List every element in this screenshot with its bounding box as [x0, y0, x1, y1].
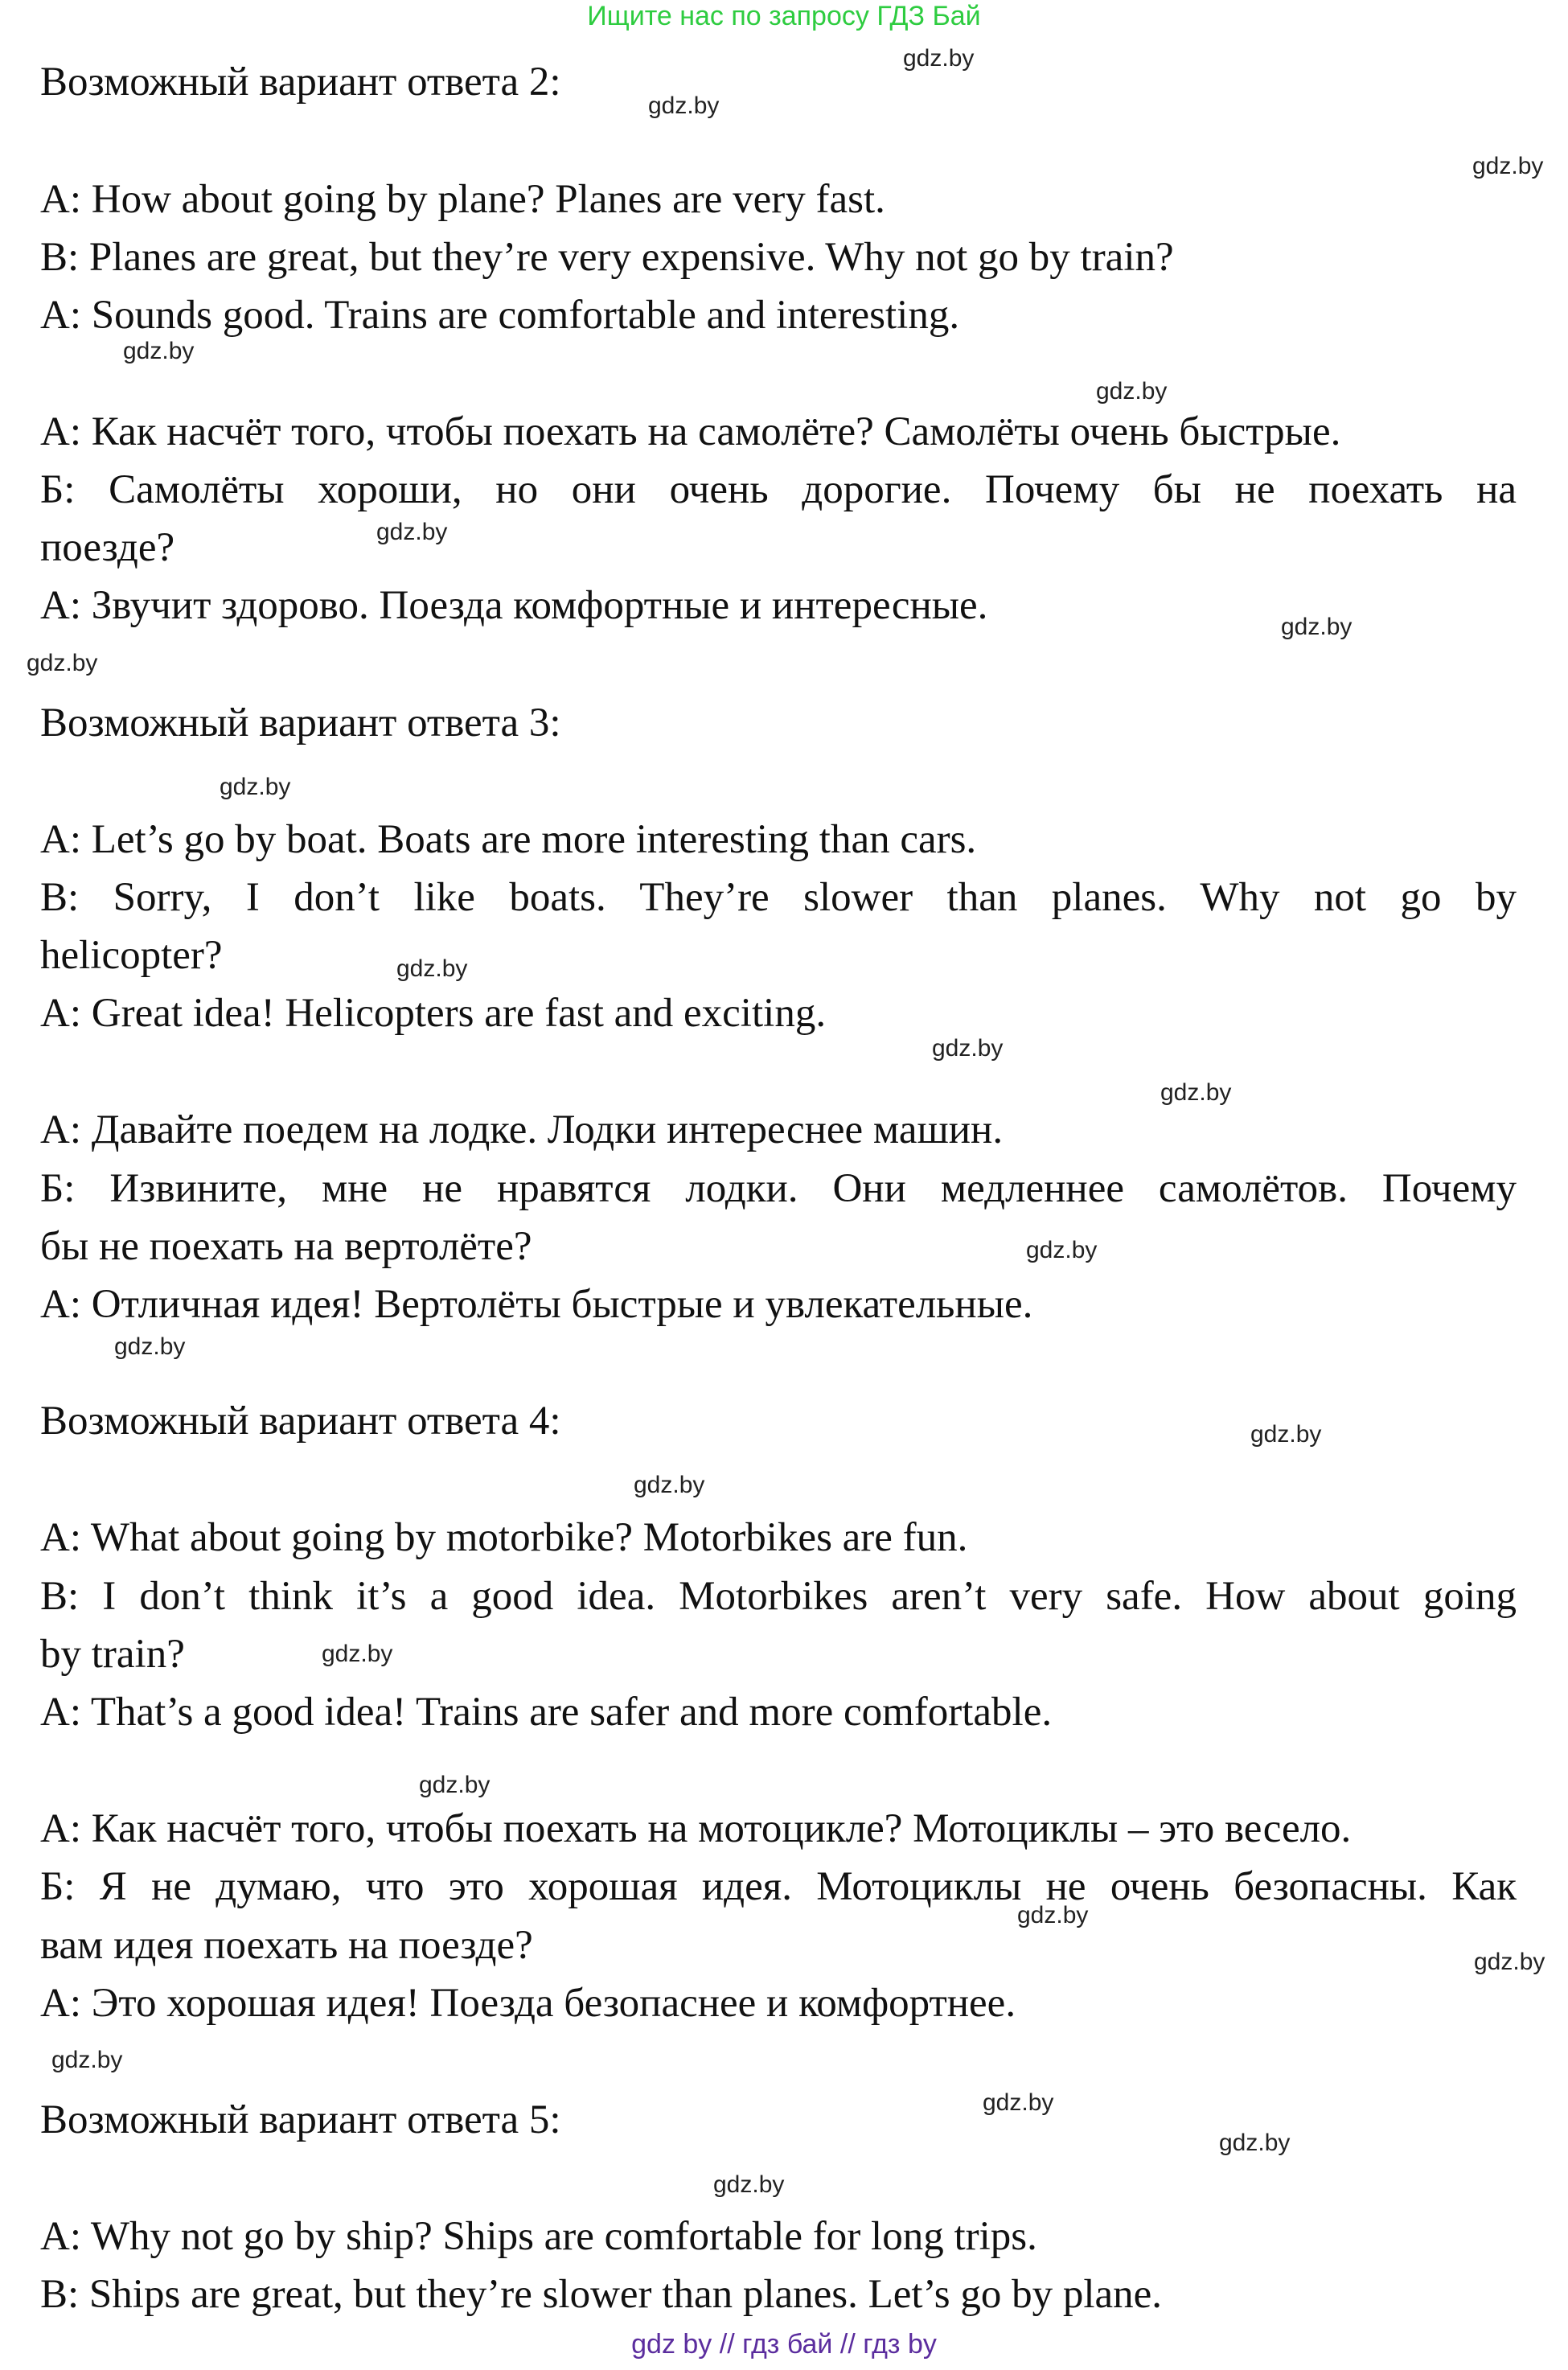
- dialogue-line: B: Planes are great, but they’re very expensive. Why not go by train?: [40, 235, 1174, 280]
- watermark: gdz.by: [1026, 1237, 1098, 1263]
- watermark: gdz.by: [932, 1035, 1004, 1062]
- watermark: gdz.by: [27, 650, 98, 676]
- watermark: gdz.by: [1160, 1079, 1232, 1106]
- dialogue-line: A: That’s a good idea! Trains are safer and more comfortable.: [40, 1690, 1053, 1735]
- dialogue-line: А: Как насчёт того, чтобы поехать на самолёте? Самолёты очень быстрые.: [40, 409, 1341, 454]
- watermark: gdz.by: [376, 519, 448, 545]
- dialogue-line: A: Sounds good. Trains are comfortable and interesting.: [40, 293, 960, 338]
- dialogue-line: B: I don’t think it’s a good idea. Motorbikes aren’t very safe. How about going: [40, 1574, 1517, 1619]
- section-3-heading: Возможный вариант ответа 3:: [40, 700, 561, 746]
- footer-links[interactable]: gdz by // гдз бай // гдз by: [631, 2329, 937, 2360]
- watermark: gdz.by: [903, 45, 975, 72]
- watermark: gdz.by: [123, 338, 195, 364]
- watermark: gdz.by: [396, 955, 468, 982]
- dialogue-line: A: Great idea! Helicopters are fast and exciting.: [40, 991, 827, 1036]
- section-4-heading: Возможный вариант ответа 4:: [40, 1399, 561, 1444]
- search-hint: Ищите нас по запросу ГДЗ Бай: [587, 1, 981, 31]
- watermark: gdz.by: [713, 2171, 785, 2198]
- watermark: gdz.by: [1281, 614, 1353, 640]
- dialogue-line: A: What about going by motorbike? Motorbikes are fun.: [40, 1515, 968, 1560]
- section-2-heading: Возможный вариант ответа 2:: [40, 60, 561, 105]
- dialogue-line: бы не поехать на вертолёте?: [40, 1224, 532, 1269]
- dialogue-line: А: Давайте поедем на лодке. Лодки интереснее машин.: [40, 1107, 1004, 1152]
- watermark: gdz.by: [419, 1772, 491, 1798]
- dialogue-line: А: Отличная идея! Вертолёты быстрые и увлекательные.: [40, 1282, 1033, 1327]
- dialogue-line: B: Ships are great, but they’re slower than planes. Let’s go by plane.: [40, 2272, 1163, 2317]
- dialogue-line: helicopter?: [40, 933, 223, 978]
- dialogue-line: поезде?: [40, 525, 175, 570]
- watermark: gdz.by: [51, 2047, 123, 2073]
- dialogue-line: Б: Извините, мне не нравятся лодки. Они медленнее самолётов. Почему: [40, 1166, 1517, 1211]
- section-5-heading: Возможный вариант ответа 5:: [40, 2097, 561, 2142]
- watermark: gdz.by: [634, 1472, 705, 1498]
- dialogue-line: Б: Я не думаю, что это хорошая идея. Мотоциклы не очень безопасны. Как: [40, 1864, 1517, 1909]
- watermark: gdz.by: [1017, 1902, 1089, 1928]
- dialogue-line: by train?: [40, 1632, 185, 1677]
- watermark: gdz.by: [648, 92, 720, 119]
- watermark: gdz.by: [220, 774, 291, 800]
- watermark: gdz.by: [322, 1641, 393, 1667]
- watermark: gdz.by: [114, 1333, 186, 1360]
- watermark: gdz.by: [1250, 1421, 1322, 1448]
- dialogue-line: A: Let’s go by boat. Boats are more interesting than cars.: [40, 817, 977, 862]
- dialogue-line: А: Как насчёт того, чтобы поехать на мотоцикле? Мотоциклы – это весело.: [40, 1806, 1352, 1851]
- dialogue-line: Б: Самолёты хороши, но они очень дорогие. Почему бы не поехать на: [40, 467, 1517, 512]
- dialogue-line: вам идея поехать на поезде?: [40, 1923, 533, 1968]
- watermark: gdz.by: [1219, 2130, 1291, 2156]
- dialogue-line: A: How about going by plane? Planes are very fast.: [40, 177, 885, 222]
- dialogue-line: А: Это хорошая идея! Поезда безопаснее и комфортнее.: [40, 1981, 1016, 2026]
- dialogue-line: B: Sorry, I don’t like boats. They’re slower than planes. Why not go by: [40, 875, 1517, 920]
- watermark: gdz.by: [1096, 378, 1168, 405]
- watermark: gdz.by: [1472, 153, 1544, 179]
- dialogue-line: A: Why not go by ship? Ships are comfortable for long trips.: [40, 2214, 1037, 2259]
- watermark: gdz.by: [983, 2089, 1054, 2116]
- dialogue-line: А: Звучит здорово. Поезда комфортные и интересные.: [40, 583, 988, 628]
- watermark: gdz.by: [1474, 1949, 1545, 1975]
